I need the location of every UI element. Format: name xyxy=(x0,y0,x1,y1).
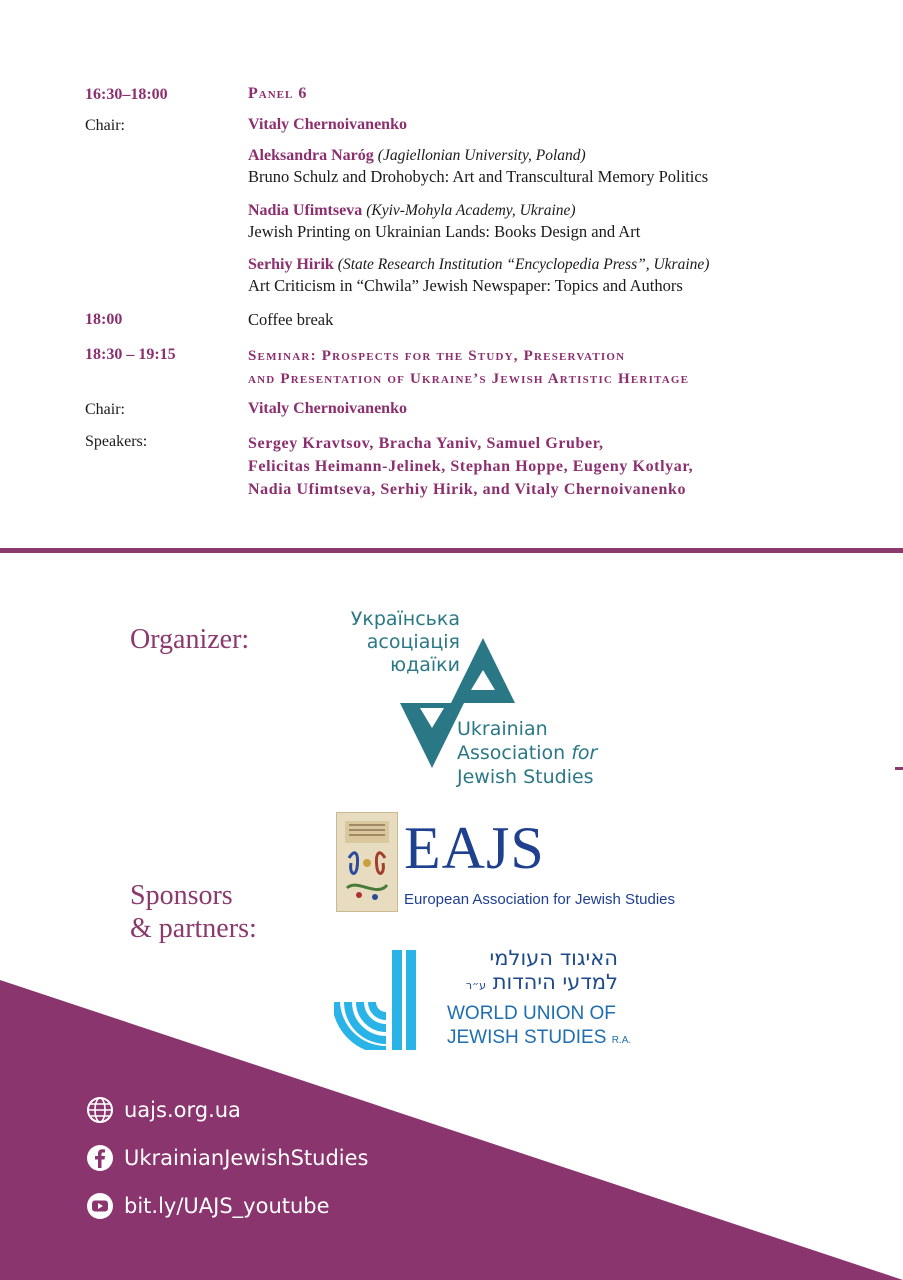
panel6-title: Panel 6 xyxy=(248,85,308,102)
talk-2-title: Jewish Printing on Ukrainian Lands: Books Design and Art xyxy=(248,222,641,241)
speakers-label: Speakers: xyxy=(85,433,148,450)
contact-youtube[interactable] xyxy=(86,1192,330,1220)
seminar-time: 18:30 – 19:15 xyxy=(85,346,176,363)
break-time: 18:00 xyxy=(85,311,123,328)
contact-facebook-text[interactable]: UkrainianJewishStudies xyxy=(124,1146,369,1170)
talk-2-affiliation: (Kyiv-Mohyla Academy, Ukraine) xyxy=(366,202,576,219)
talk-1-speaker: Aleksandra Naróg xyxy=(248,147,374,164)
seminar-chair-name: Vitaly Chernoivanenko xyxy=(248,400,407,417)
talk-3-speaker: Serhiy Hirik xyxy=(248,256,334,273)
wujs-hebrew-name: האיגוד העולמי למדעי היהדות ע״ר xyxy=(465,946,618,994)
talk-3-affiliation: (State Research Institution “Encyclopedia Press”, Ukraine) xyxy=(337,256,710,273)
speakers-line1: Sergey Kravtsov, Bracha Yaniv, Samuel Gruber, xyxy=(248,435,604,452)
seminar-title-line1: Seminar: Prospects for the Study, Preservation xyxy=(248,348,626,364)
contact-youtube-text[interactable]: bit.ly/UAJS_youtube xyxy=(124,1194,330,1218)
wujs-english-name: WORLD UNION OF JEWISH STUDIES R.A. xyxy=(447,1003,632,1048)
contact-facebook[interactable] xyxy=(86,1144,368,1172)
uajs-ukrainian-name: Українська асоціація юдаїки xyxy=(350,608,460,676)
globe-icon xyxy=(86,1096,114,1124)
seminar-title-line2: and Presentation of Ukraine’s Jewish Artistic Heritage xyxy=(248,371,690,387)
facebook-icon xyxy=(86,1144,114,1172)
talk-2-speaker: Nadia Ufimtseva xyxy=(248,202,363,219)
talk-1-title: Bruno Schulz and Drohobych: Art and Transcultural Memory Politics xyxy=(248,167,709,186)
eajs-abbreviation: EAJS xyxy=(404,815,545,881)
sponsors-label: Sponsors & partners: xyxy=(130,880,257,944)
break-label: Coffee break xyxy=(248,310,334,329)
seminar-chair-label: Chair: xyxy=(85,401,125,418)
organizer-label: Organizer: xyxy=(130,624,250,655)
talk-1-affiliation: (Jagiellonian University, Poland) xyxy=(377,147,586,164)
eajs-full-name: European Association for Jewish Studies xyxy=(404,891,675,908)
speakers-line2: Felicitas Heimann-Jelinek, Stephan Hoppe, Eugeny Kotlyar, xyxy=(248,458,694,475)
panel6-time: 16:30–18:00 xyxy=(85,86,168,103)
panel6-chair-name: Vitaly Chernoivanenko xyxy=(248,116,407,133)
contact-website[interactable] xyxy=(86,1096,241,1124)
uajs-english-name: Ukrainian Association for Jewish Studies xyxy=(457,718,598,788)
contact-website-text[interactable]: uajs.org.ua xyxy=(124,1098,241,1122)
talk-3-title: Art Criticism in “Chwila” Jewish Newspaper: Topics and Authors xyxy=(248,276,683,295)
youtube-icon xyxy=(86,1192,114,1220)
panel6-chair-label: Chair: xyxy=(85,117,125,134)
speakers-line3: Nadia Ufimtseva, Serhiy Hirik, and Vitaly Chernoivanenko xyxy=(248,481,687,498)
